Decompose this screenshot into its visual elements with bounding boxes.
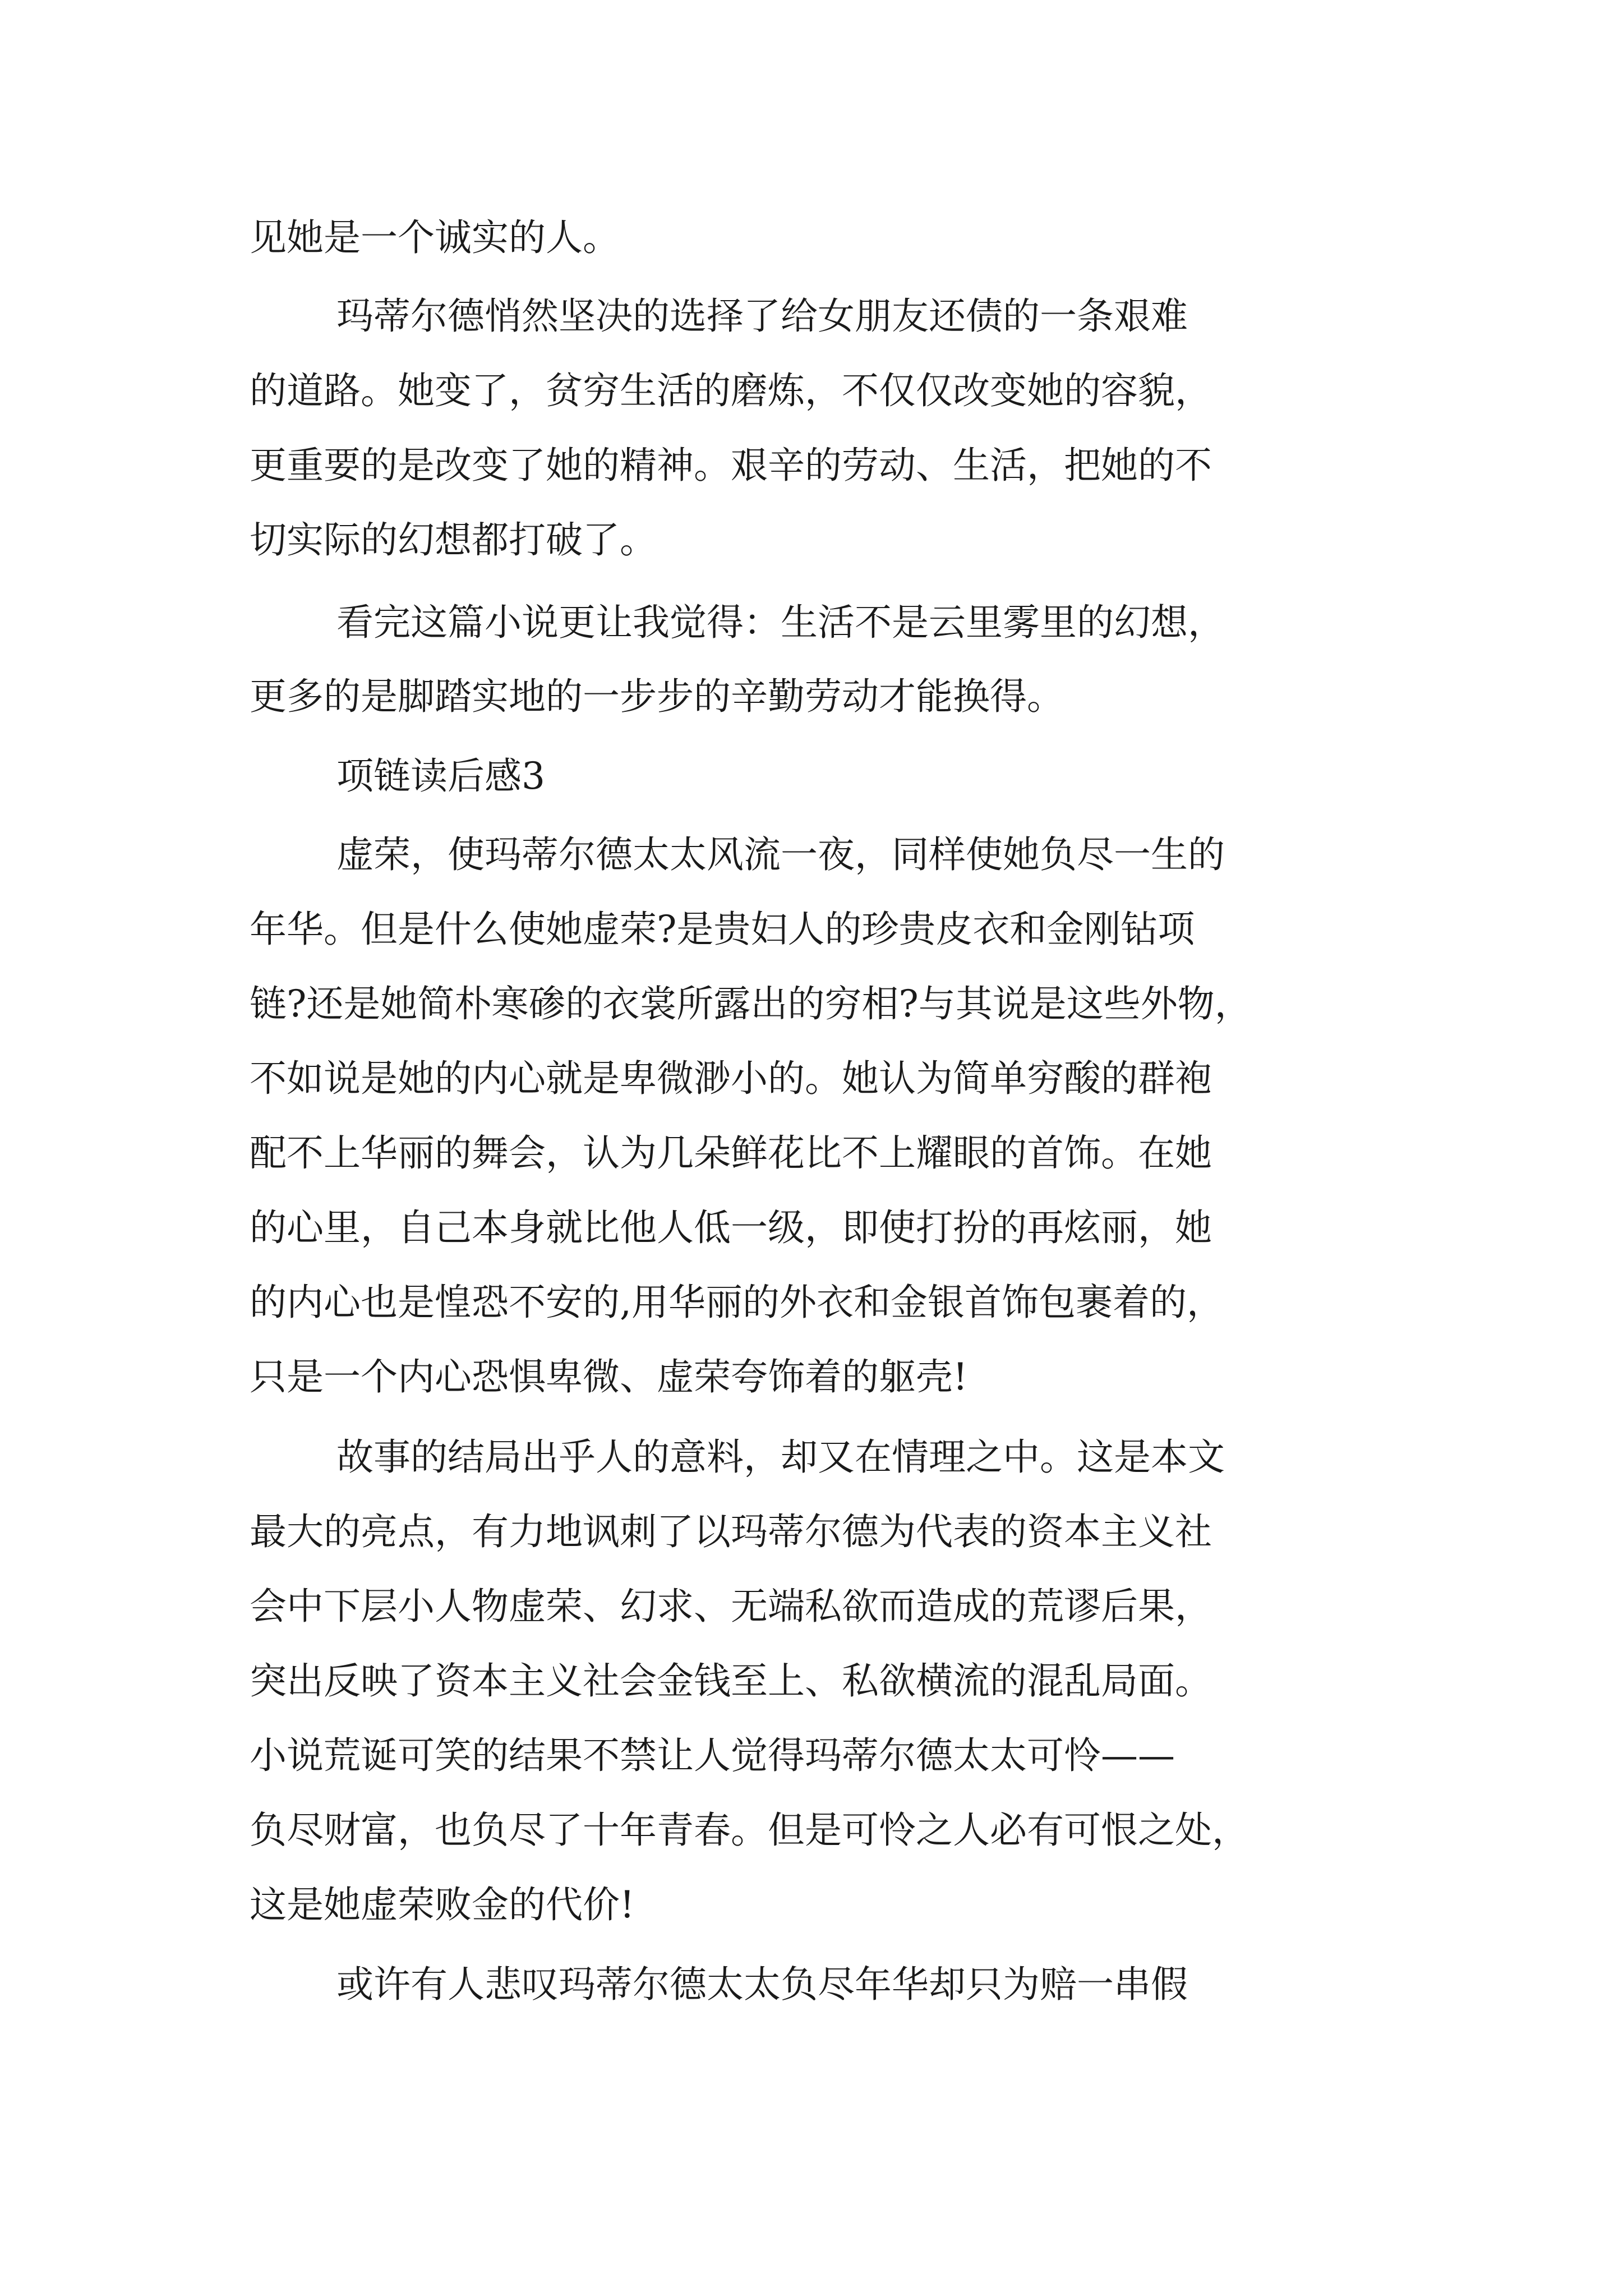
text-line-15: 的内心也是惶恐不安的,用华丽的外衣和金银首饰包裹着的， <box>250 1281 1224 1324</box>
text-line-20: 突出反映了资本主义社会金钱至上、私欲横流的混乱局面。 <box>250 1659 1212 1703</box>
text-line-3: 的道路。她变了，贫穷生活的磨炼，不仅仅改变她的容貌， <box>250 369 1212 412</box>
text-line-16: 只是一个内心恐惧卑微、虚荣夸饰着的躯壳! <box>250 1355 968 1398</box>
section-heading: 项链读后感3 <box>336 754 545 798</box>
text-line-17: 故事的结局出乎人的意料，却又在情理之中。这是本文 <box>336 1435 1225 1479</box>
text-line-18: 最大的亮点，有力地讽刺了以玛蒂尔德为代表的资本主义社 <box>250 1510 1212 1553</box>
text-line-12: 不如说是她的内心就是卑微渺小的。她认为简单穷酸的群袍 <box>250 1057 1212 1100</box>
text-line-19: 会中下层小人物虚荣、幻求、无端私欲而造成的荒谬后果， <box>250 1585 1212 1628</box>
text-line-22: 负尽财富，也负尽了十年青春。但是可怜之人必有可恨之处， <box>250 1809 1249 1852</box>
text-line-1: 见她是一个诚实的人。 <box>250 216 620 259</box>
text-line-21: 小说荒诞可笑的结果不禁让人觉得玛蒂尔德太太可怜—— <box>250 1734 1175 1777</box>
text-line-11: 链?还是她简朴寒碜的衣裳所露出的穷相?与其说是这些外物， <box>250 982 1252 1025</box>
text-line-9: 虚荣，使玛蒂尔德太太风流一夜，同样使她负尽一生的 <box>336 833 1225 876</box>
text-line-24: 或许有人悲叹玛蒂尔德太太负尽年华却只为赔一串假 <box>336 1963 1188 2006</box>
text-line-5: 切实际的幻想都打破了。 <box>250 518 657 562</box>
text-line-10: 年华。但是什么使她虚荣?是贵妇人的珍贵皮衣和金刚钻项 <box>250 908 1195 951</box>
text-line-6: 看完这篇小说更让我觉得：生活不是云里雾里的幻想， <box>336 601 1225 644</box>
text-line-2: 玛蒂尔德悄然坚决的选择了给女朋友还债的一条艰难 <box>336 295 1188 338</box>
text-line-7: 更多的是脚踏实地的一步步的辛勤劳动才能换得。 <box>250 675 1064 718</box>
text-line-13: 配不上华丽的舞会，认为几朵鲜花比不上耀眼的首饰。在她 <box>250 1131 1212 1175</box>
text-line-23: 这是她虚荣败金的代价! <box>250 1883 635 1926</box>
text-line-14: 的心里，自己本身就比他人低一级，即使打扮的再炫丽，她 <box>250 1206 1212 1249</box>
text-line-4: 更重要的是改变了她的精神。艰辛的劳动、生活，把她的不 <box>250 444 1212 487</box>
